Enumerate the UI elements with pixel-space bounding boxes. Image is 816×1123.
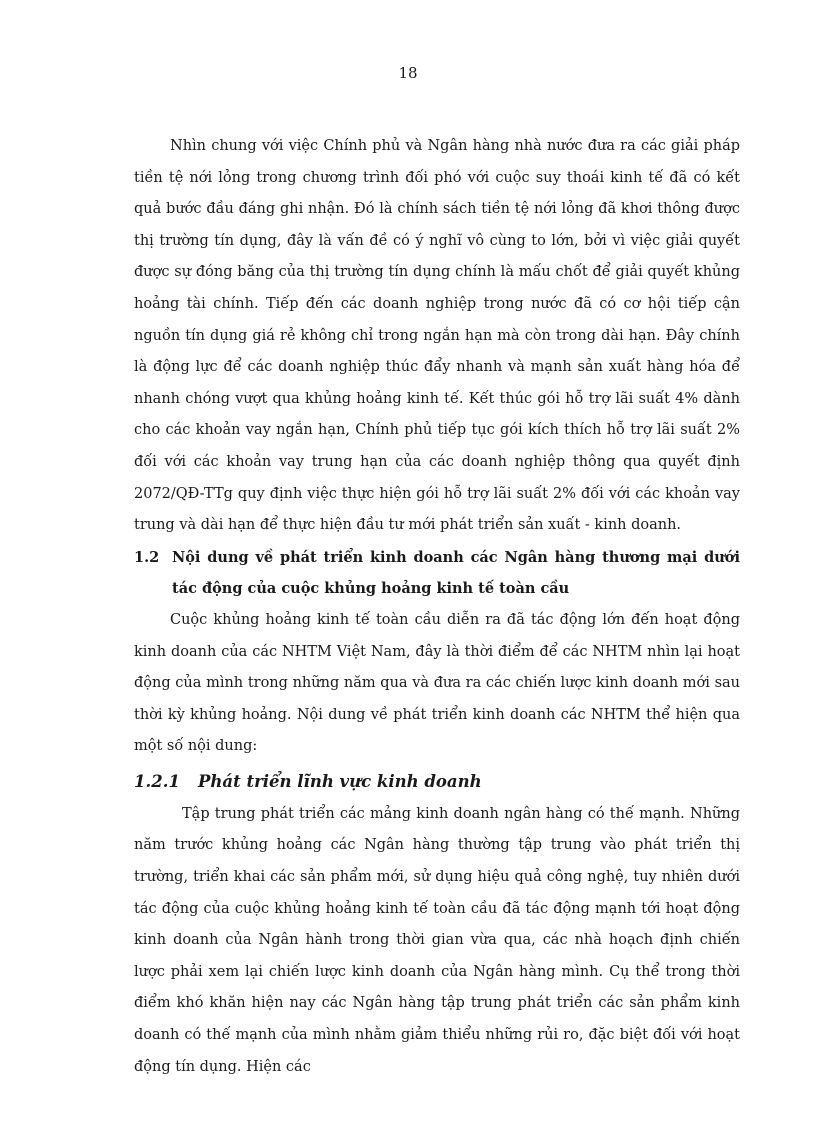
document-body bbox=[134, 131, 740, 1083]
paragraph-crisis-impact: Cuộc khủng hoảng kinh tế toàn cầu diễn ra đã tác động lớn đến hoạt động kinh doanh của các NHTM Việt Nam, đây là thời điểm để các NHTM nhìn lại hoạt động của mình trong những năm qua và đưa ra các chiến lược kinh doanh mới sau thời kỳ khủng hoảng. Nội dung về phát triển kinh doanh các NHTM thể hiện qua một số nội dung: bbox=[134, 611, 740, 755]
paragraph-business-focus: Tập trung phát triển các mảng kinh doanh ngân hàng có thế mạnh. Những năm trước khủng hoảng các Ngân hàng thường tập trung vào phát triển thị trường, triển khai các sản phẩm mới, sử dụng hiệu quả công nghệ, tuy nhiên dưới tác động của cuộc khủng hoảng kinh tế toàn cầu đã tác động mạnh tới hoạt động kinh doanh của Ngân hành trong thời gian vừa qua, các nhà hoạch định chiến lược phải xem lại chiến lược kinh doanh của Ngân hàng mình. Cụ thể trong thời điểm khó khăn hiện nay các Ngân hàng tập trung phát triển các sản phẩm kinh doanh có thế mạnh của mình nhằm giảm thiểu những rủi ro, đặc biệt đối với hoạt động tín dụng. Hiện các bbox=[134, 805, 740, 1075]
section-number: 1.2 bbox=[134, 548, 160, 566]
section-heading-1-2 bbox=[134, 542, 740, 605]
page-number: 18 bbox=[398, 64, 418, 82]
subsection-number: 1.2.1 bbox=[134, 771, 180, 791]
paragraph-monetary-policy: Nhìn chung với việc Chính phủ và Ngân hàng nhà nước đưa ra các giải pháp tiền tệ nới lỏng trong chương trình đối phó với cuộc suy thoái kinh tế đã có kết quả bước đầu đáng ghi nhận. Đó là chính sách tiền tệ nới lỏng đã khơi thông được thị trường tín dụng, đây là vấn đề có ý nghĩ vô cùng to lớn, bởi vì việc giải quyết được sự đóng băng của thị trường tín dụng chính là mấu chốt để giải quyết khủng hoảng tài chính. Tiếp đến các doanh nghiệp trong nước đã có cơ hội tiếp cận nguồn tín dụng giá rẻ không chỉ trong ngắn hạn mà còn trong dài hạn. Đây chính là động lực để các doanh nghiệp thúc đẩy nhanh và mạnh sản xuất hàng hóa để nhanh chóng vượt qua khủng hoảng kinh tế. Kết thúc gói hỗ trợ lãi suất 4% dành cho các khoản vay ngắn hạn, Chính phủ tiếp tục gói kích thích hỗ trợ lãi suất 2% đối với các khoản vay trung hạn của các doanh nghiệp thông qua quyết định 2072/QĐ-TTg quy định việc thực hiện gói hỗ trợ lãi suất 2% đối với các khoản vay trung và dài hạn để thực hiện đầu tư mới phát triển sản xuất - kinh doanh. bbox=[134, 138, 740, 534]
section-title: Nội dung về phát triển kinh doanh các Ngân hàng thương mại dưới tác động của cuộc khủng hoảng kinh tế toàn cầu bbox=[172, 548, 740, 598]
subsection-title: Phát triển lĩnh vực kinh doanh bbox=[198, 771, 482, 791]
subsection-heading-1-2-1 bbox=[134, 765, 740, 799]
